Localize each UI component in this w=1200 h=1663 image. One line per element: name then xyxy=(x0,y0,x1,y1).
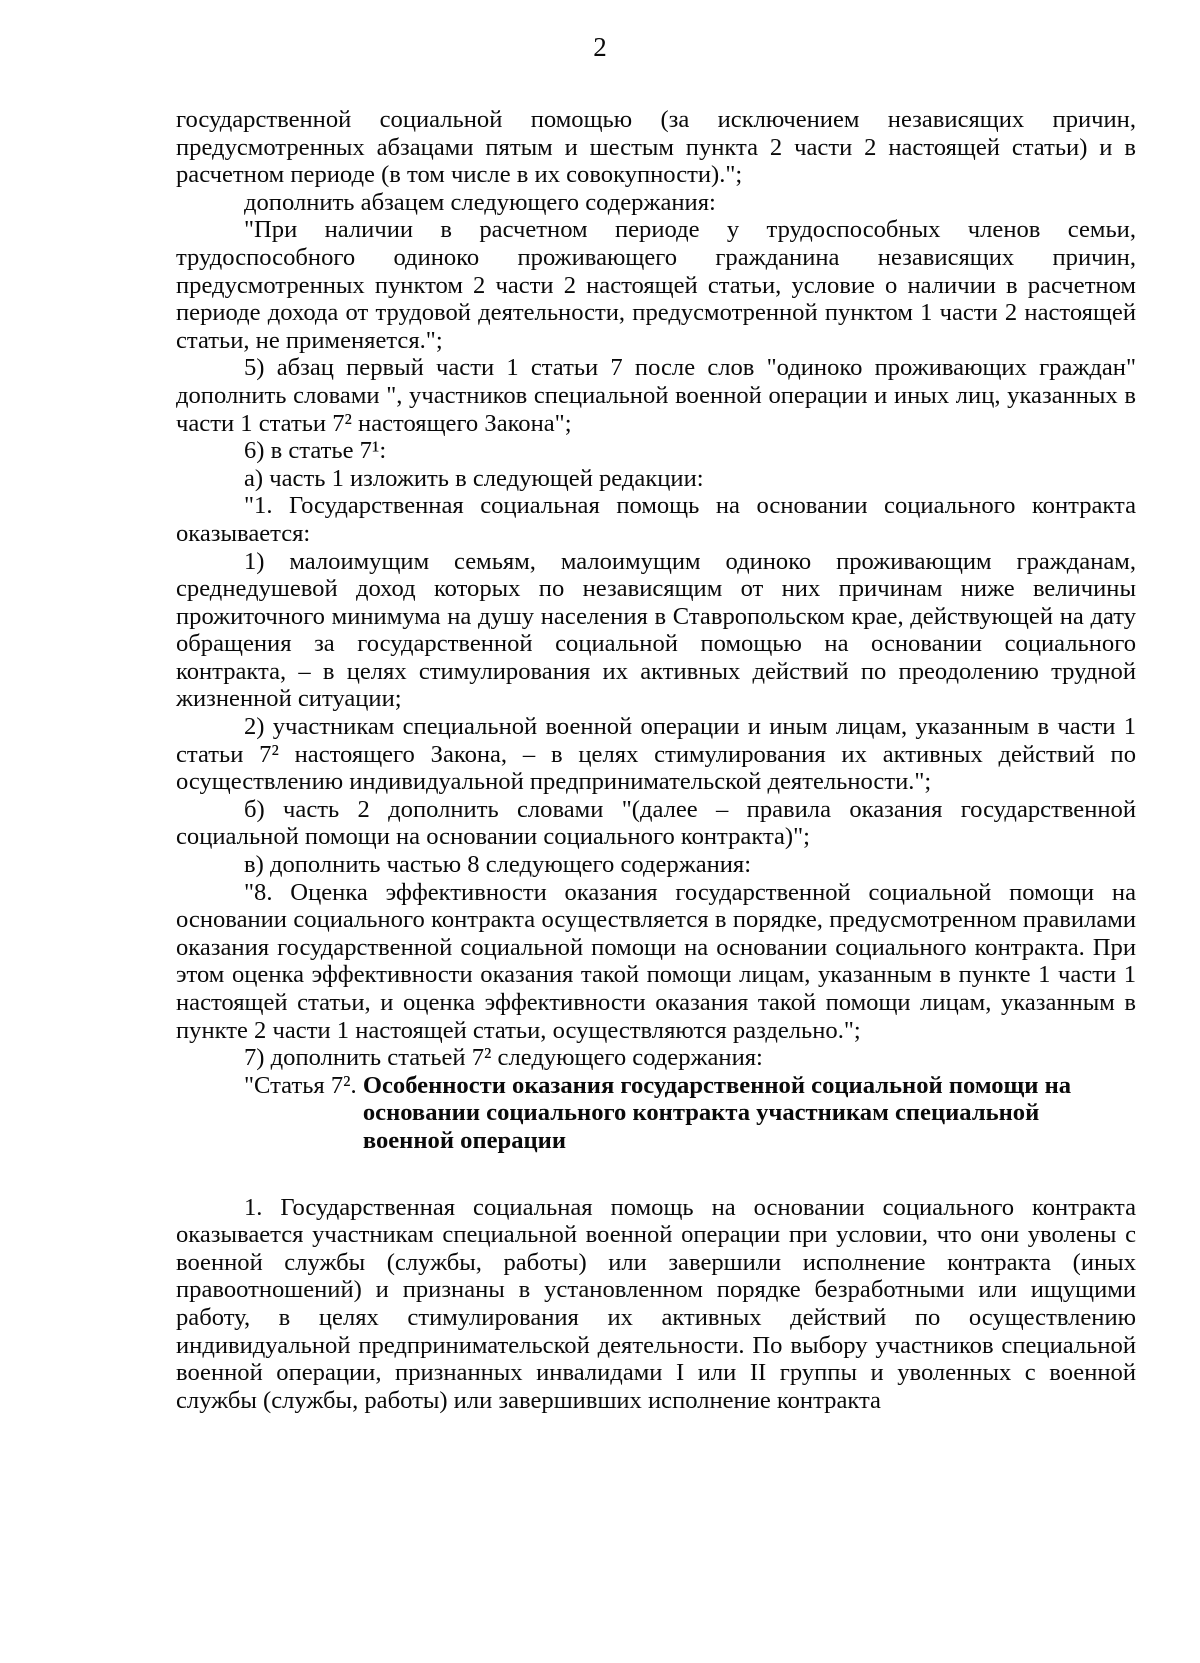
paragraph: в) дополнить частью 8 следующего содержания: xyxy=(244,851,752,879)
article-heading-title: Особенности оказания государственной социальной помощи на основании социального контракта участникам специальной военной операции xyxy=(362,1071,1072,1154)
section-spacer xyxy=(176,1155,1136,1194)
article-heading-prefix: "Статья 7². xyxy=(244,1071,357,1099)
paragraph: а) часть 1 изложить в следующей редакции: xyxy=(244,464,704,492)
paragraph: дополнить абзацем следующего содержания: xyxy=(244,188,716,216)
paragraph: б) часть 2 дополнить словами "(далее – правила оказания государственной социальной помощи на основании социального контракта)"; xyxy=(176,795,1136,851)
paragraph: 5) абзац первый части 1 статьи 7 после слов "одиноко проживающих граждан" дополнить словами ", участников специальной военной операции и иных лиц, указанных в части 1 статьи 7² настоящего Закона"; xyxy=(176,354,1136,437)
article-heading xyxy=(176,1072,1136,1155)
paragraph: 7) дополнить статьей 7² следующего содержания: xyxy=(244,1044,763,1072)
paragraph: 2) участникам специальной военной операции и иным лицам, указанным в части 1 статьи 7² настоящего Закона, – в целях стимулирования их активных действий по осуществлению индивидуальной предпринимательской деятельности."; xyxy=(176,713,1136,796)
paragraph: "При наличии в расчетном периоде у трудоспособных членов семьи, трудоспособного одиноко проживающего гражданина независящих причин, предусмотренных пунктом 2 части 2 настоящей статьи, условие о наличии в расчетном периоде дохода от трудовой деятельности, предусмотренной пунктом 1 части 2 настоящей статьи, не применяется."; xyxy=(176,216,1136,354)
paragraph: государственной социальной помощью (за исключением независящих причин, предусмотренных абзацами пятым и шестым пункта 2 части 2 настоящей статьи) и в расчетном периоде (в том числе в их совокупности)."; xyxy=(176,106,1136,189)
document-body xyxy=(176,106,1136,1414)
paragraph: 6) в статье 7¹: xyxy=(244,437,387,465)
paragraph: 1) малоимущим семьям, малоимущим одиноко проживающим гражданам, среднедушевой доход которых по независящим от них причинам ниже величины прожиточного минимума на душу населения в Ставропольском крае, действующей на дату обращения за государственной социальной помощью на основании социального контракта, – в целях стимулирования их активных действий по преодолению трудной жизненной ситуации; xyxy=(176,547,1136,713)
paragraph: "8. Оценка эффективности оказания государственной социальной помощи на основании социального контракта осуществляется в порядке, предусмотренном правилами оказания государственной социальной помощи на основании социального контракта. При этом оценка эффективности оказания такой помощи лицам, указанным в пункте 1 части 1 настоящей статьи, и оценка эффективности оказания такой помощи лицам, указанным в пункте 2 части 1 настоящей статьи, осуществляются раздельно."; xyxy=(176,878,1136,1044)
page-number: 2 xyxy=(593,32,607,62)
paragraph: "1. Государственная социальная помощь на основании социального контракта оказывается: xyxy=(176,492,1136,547)
article-paragraph: 1. Государственная социальная помощь на основании социального контракта оказывается участникам специальной военной операции при условии, что они уволены с военной службы (службы, работы) или завершили исполнение контракта (иных правоотношений) и признаны в установленном порядке безработными или ищущими работу, в целях стимулирования их активных действий по осуществлению индивидуальной предпринимательской деятельности. По выбору участников специальной военной операции, признанных инвалидами I или II группы и уволенных с военной службы (службы, работы) или завершивших исполнение контракта xyxy=(176,1193,1136,1414)
